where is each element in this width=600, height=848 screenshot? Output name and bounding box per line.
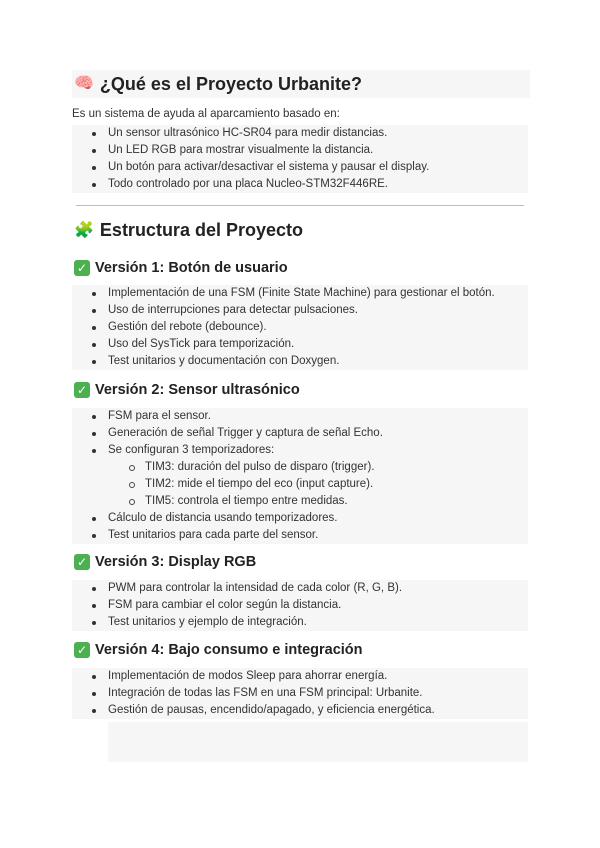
sub-list-item: TIM5: controla el tiempo entre medidas. xyxy=(72,493,528,510)
list-item: Integración de todas las FSM en una FSM principal: Urbanite. xyxy=(72,685,528,702)
check-icon: ✓ xyxy=(74,260,90,276)
list-item: Test unitarios y ejemplo de integración. xyxy=(72,614,528,631)
intro-heading-block xyxy=(72,70,530,98)
empty-code-block xyxy=(108,722,528,762)
list-item: Gestión de pausas, encendido/apagado, y eficiencia energética. xyxy=(72,702,528,719)
version-3-list xyxy=(72,580,528,631)
list-item: Uso de interrupciones para detectar pulsaciones. xyxy=(72,302,528,319)
puzzle-icon: 🧩 xyxy=(74,221,94,239)
list-item: Un LED RGB para mostrar visualmente la distancia. xyxy=(72,142,528,159)
list-item: Gestión del rebote (debounce). xyxy=(72,319,528,336)
intro-title-text: ¿Qué es el Proyecto Urbanite? xyxy=(99,73,362,94)
list-item: Todo controlado por una placa Nucleo-STM32F446RE. xyxy=(72,176,528,193)
intro-lead: Es un sistema de ayuda al aparcamiento basado en: xyxy=(72,108,340,120)
list-item: Implementación de modos Sleep para ahorrar energía. xyxy=(72,668,528,685)
intro-title xyxy=(74,74,362,95)
version-1-list xyxy=(72,285,528,370)
check-icon: ✓ xyxy=(74,382,90,398)
structure-title-text: Estructura del Proyecto xyxy=(99,220,303,240)
list-item: Un sensor ultrasónico HC-SR04 para medir distancias. xyxy=(72,125,528,142)
version-2-list xyxy=(72,408,528,544)
list-item: Uso del SysTick para temporización. xyxy=(72,336,528,353)
list-item: FSM para cambiar el color según la distancia. xyxy=(72,597,528,614)
version-4-list xyxy=(72,668,528,719)
version-1-title: ✓ Versión 1: Botón de usuario xyxy=(74,260,288,276)
list-item: Generación de señal Trigger y captura de señal Echo. xyxy=(72,425,528,442)
check-icon: ✓ xyxy=(74,554,90,570)
list-item: FSM para el sensor. xyxy=(72,408,528,425)
list-item: Implementación de una FSM (Finite State Machine) para gestionar el botón. xyxy=(72,285,528,302)
sub-list-item: TIM2: mide el tiempo del eco (input capture). xyxy=(72,476,528,493)
structure-title xyxy=(74,220,303,241)
version-2-title: ✓ Versión 2: Sensor ultrasónico xyxy=(74,382,300,398)
check-icon: ✓ xyxy=(74,642,90,658)
version-3-title: ✓ Versión 3: Display RGB xyxy=(74,554,256,570)
list-item: Test unitarios para cada parte del sensor. xyxy=(72,527,528,544)
list-item: Test unitarios y documentación con Doxygen. xyxy=(72,353,528,370)
intro-list xyxy=(72,125,528,193)
list-item: Se configuran 3 temporizadores: xyxy=(72,442,528,459)
brain-icon: 🧠 xyxy=(74,75,94,92)
sub-list-item: TIM3: duración del pulso de disparo (trigger). xyxy=(72,459,528,476)
version-4-title: ✓ Versión 4: Bajo consumo e integración xyxy=(74,642,363,658)
list-item: Un botón para activar/desactivar el sistema y pausar el display. xyxy=(72,159,528,176)
list-item: Cálculo de distancia usando temporizadores. xyxy=(72,510,528,527)
section-divider xyxy=(76,205,524,206)
list-item: PWM para controlar la intensidad de cada color (R, G, B). xyxy=(72,580,528,597)
